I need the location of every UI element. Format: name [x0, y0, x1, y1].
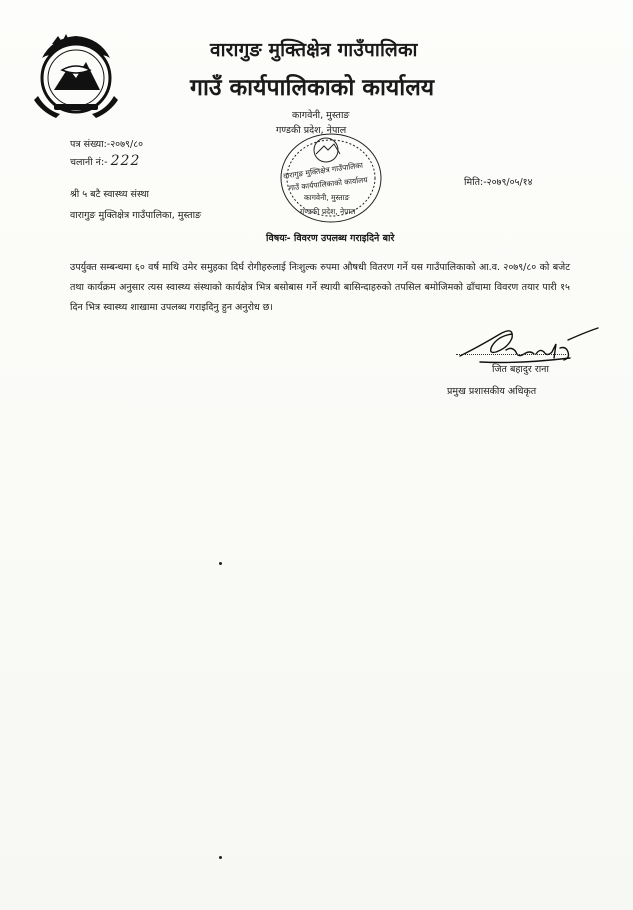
office-name: गाउँ कार्यपालिकाको कार्यालय — [190, 75, 435, 101]
letter-body: उपर्युक्त सम्बन्धमा ६० वर्ष माथि उमेर समुहका दिर्घ रोगीहरुलाई निःशुल्क रुपमा औषधी वितरण गर्ने यस गाउँपालिकाको आ.व. २०७९/८० को बजेट तथा कार्यक्रम अनुसार त्यस स्वास्थ्य संस्थाको कार्यक्षेत्र भित्र बसोबास गर्ने स्थायी बासिन्दाहरुको तपसिल बमोजिमको ढाँचामा विवरण तयार पारी १५ दिन भित्र स्वास्थ्य शाखामा उपलब्ध गराइदिनु हुन अनुरोध छ। — [70, 262, 570, 313]
signature-line — [456, 354, 566, 355]
dispatch-number — [70, 153, 140, 169]
letter-date: मिति:-२०७९/०५/१४ — [464, 177, 533, 188]
addressee-line-1: श्री ५ बटै स्वास्थ्य संस्था — [70, 189, 149, 200]
svg-text:गाउँ कार्यपालिकाको कार्यालय: गाउँ कार्यपालिकाको कार्यालय — [288, 175, 369, 193]
paper-speck — [219, 562, 222, 565]
dispatch-number-label: चलानी नं:- — [70, 157, 108, 168]
signatory-title: प्रमुख प्रशासकीय अधिकृत — [447, 386, 537, 397]
dispatch-number-value: 222 — [110, 153, 141, 169]
nepal-government-emblem-icon — [28, 30, 124, 120]
svg-text:कागवेनी, मुस्ताङ: कागवेनी, मुस्ताङ — [304, 193, 350, 202]
svg-text:वारागुङ मुक्तिक्षेत्र गाउँपालि: वारागुङ मुक्तिक्षेत्र गाउँपालिका — [282, 160, 364, 181]
address-line-2: गण्डकी प्रदेश, नेपाल — [276, 125, 347, 136]
svg-text:गण्डकी प्रदेश, नेपाल: गण्डकी प्रदेश, नेपाल — [300, 207, 356, 216]
letter-subject: विषयः- विवरण उपलब्ध गराइदिने बारे — [266, 233, 395, 244]
office-seal-icon — [276, 128, 386, 226]
paper-speck — [219, 856, 222, 859]
address-line-1: कागवेनी, मुस्ताङ — [292, 110, 350, 121]
addressee-line-2: वारागुङ मुक्तिक्षेत्र गाउँपालिका, मुस्ताङ — [70, 210, 202, 221]
signatory-name: जित बहादुर राना — [492, 364, 549, 375]
municipality-name: वारागुङ मुक्तिक्षेत्र गाउँपालिका — [210, 39, 418, 61]
letter-number: पत्र संख्या:-२०७९/८० — [70, 139, 144, 150]
